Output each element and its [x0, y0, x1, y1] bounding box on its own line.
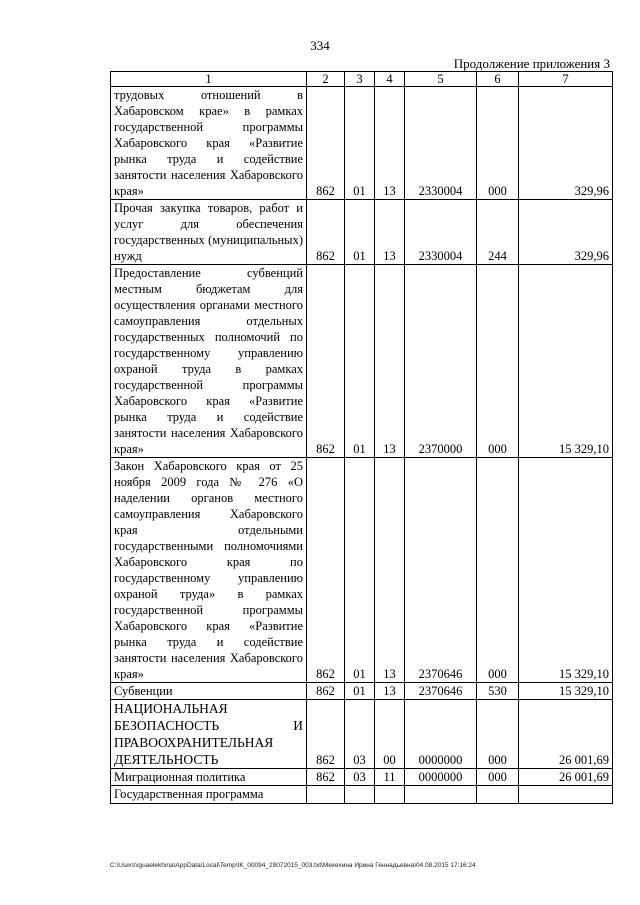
amount-cell: 329,96	[519, 87, 613, 200]
amount-cell: 329,96	[519, 200, 613, 265]
row-name-cell: НАЦИОНАЛЬНАЯ БЕЗОПАСНОСТЬ И ПРАВООХРАНИТЕЛЬНАЯ ДЕЯТЕЛЬНОСТЬ	[111, 700, 307, 769]
section-code-cell	[345, 786, 375, 804]
subsection-code-cell	[375, 786, 405, 804]
amount-cell: 26 001,69	[519, 769, 613, 786]
table-row	[111, 700, 613, 769]
row-name-cell: Миграционная политика	[111, 769, 307, 786]
expense-type-cell: 000	[477, 87, 519, 200]
ministry-code-cell: 862	[307, 458, 345, 683]
ministry-code-cell: 862	[307, 769, 345, 786]
page-number: 334	[310, 38, 330, 53]
section-code-cell: 01	[345, 683, 375, 700]
section-code-cell: 01	[345, 200, 375, 265]
expense-type-cell: 000	[477, 700, 519, 769]
target-article-cell: 2370000	[405, 265, 477, 458]
file-path-footer: C:\Users\iguaelekhina\AppData\Local\Temp\IK_00094_29072015_003.txt\Мехехина Ирина Геннадьевна\04.08.2015 17:16:24	[110, 862, 476, 869]
subsection-code-cell: 00	[375, 700, 405, 769]
target-article-cell: 2330004	[405, 200, 477, 265]
budget-table	[110, 71, 613, 804]
expense-type-cell: 000	[477, 769, 519, 786]
table-row	[111, 87, 613, 200]
expense-type-cell	[477, 786, 519, 804]
ministry-code-cell: 862	[307, 700, 345, 769]
continuation-label: Продолжение приложения 3	[453, 56, 610, 71]
section-code-cell: 01	[345, 458, 375, 683]
section-code-cell: 01	[345, 87, 375, 200]
target-article-cell	[405, 786, 477, 804]
amount-cell: 15 329,10	[519, 265, 613, 458]
amount-cell	[519, 786, 613, 804]
table-row	[111, 786, 613, 804]
expense-type-cell: 000	[477, 265, 519, 458]
expense-type-cell: 530	[477, 683, 519, 700]
expense-type-cell: 000	[477, 458, 519, 683]
header-cell: 3	[345, 72, 375, 87]
target-article-cell: 2370646	[405, 683, 477, 700]
target-article-cell: 0000000	[405, 700, 477, 769]
amount-cell: 26 001,69	[519, 700, 613, 769]
section-code-cell: 01	[345, 265, 375, 458]
ministry-code-cell	[307, 786, 345, 804]
table-row	[111, 769, 613, 786]
ministry-code-cell: 862	[307, 200, 345, 265]
table-body	[111, 87, 613, 804]
header-row	[111, 72, 613, 87]
subsection-code-cell: 11	[375, 769, 405, 786]
ministry-code-cell: 862	[307, 87, 345, 200]
header-cell: 4	[375, 72, 405, 87]
header-cell: 5	[405, 72, 477, 87]
section-code-cell: 03	[345, 700, 375, 769]
row-name-cell: Прочая закупка товаров, работ и услуг для обеспечения государственных (муниципальных) нужд	[111, 200, 307, 265]
header-cell: 1	[111, 72, 307, 87]
row-name-cell: трудовых отношений в Хабаровском крае» в рамках государственной программы Хабаровского края «Развитие рынка труда и содействие занятости населения Хабаровского края»	[111, 87, 307, 200]
table-row	[111, 683, 613, 700]
header-cell: 2	[307, 72, 345, 87]
ministry-code-cell: 862	[307, 265, 345, 458]
row-name-cell: Предоставление субвенций местным бюджетам для осуществления органами местного самоуправления отдельных государственных полномочий по государственному управлению охраной труда в рамках государственной программы Хабаровского края «Развитие рынка труда и содействие занятости населения Хабаровского края»	[111, 265, 307, 458]
ministry-code-cell: 862	[307, 683, 345, 700]
row-name-cell: Закон Хабаровского края от 25 ноября 2009 года № 276 «О наделении органов местного самоуправления Хабаровского края отдельными государственными полномочиями Хабаровского края по государственному управлению охраной труда» в рамках государственной программы Хабаровского края «Развитие рынка труда и содействие занятости населения Хабаровского края»	[111, 458, 307, 683]
target-article-cell: 2330004	[405, 87, 477, 200]
target-article-cell: 0000000	[405, 769, 477, 786]
header-cell: 6	[477, 72, 519, 87]
section-code-cell: 03	[345, 769, 375, 786]
row-name-cell: Государственная программа	[111, 786, 307, 804]
subsection-code-cell: 13	[375, 458, 405, 683]
header-cell: 7	[519, 72, 613, 87]
subsection-code-cell: 13	[375, 265, 405, 458]
subsection-code-cell: 13	[375, 87, 405, 200]
row-name-cell: Субвенции	[111, 683, 307, 700]
subsection-code-cell: 13	[375, 683, 405, 700]
table-row	[111, 200, 613, 265]
expense-type-cell: 244	[477, 200, 519, 265]
subsection-code-cell: 13	[375, 200, 405, 265]
amount-cell: 15 329,10	[519, 683, 613, 700]
table-row	[111, 458, 613, 683]
target-article-cell: 2370646	[405, 458, 477, 683]
amount-cell: 15 329,10	[519, 458, 613, 683]
table-row	[111, 265, 613, 458]
